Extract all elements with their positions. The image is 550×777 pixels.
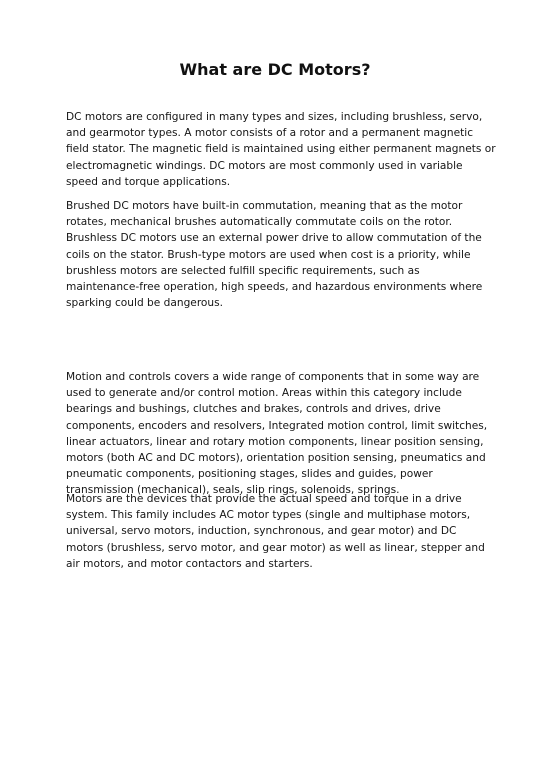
- paragraph-motion-and-controls: Motion and controls covers a wide range of components that in some way are used to generate and/or control motion. Areas within this category include bearings and bushings, clutches and brakes, controls and drives, drive components, encoders and resolvers, Integrated motion control, limit switches, linear actuators, linear and rotary motion components, linear position sensing, motors (both AC and DC motors), orientation position sensing, pneumatics and pneumatic components, positioning stages, slides and guides, power transmission (mechanical), seals, slip rings, solenoids, springs.: [66, 371, 488, 497]
- paragraph-dc-motors-overview: DC motors are configured in many types and sizes, including brushless, servo, and gearmotor types. A motor consists of a rotor and a permanent magnetic field stator. The magnetic field is maintained using either permanent magnets or electromagnetic windings. DC motors are most commonly used in variable speed and torque applications.: [66, 111, 496, 188]
- page-title: What are DC Motors?: [179, 60, 371, 79]
- paragraph-motor-types: Motors are the devices that provide the actual speed and torque in a drive system. This family includes AC motor types (single and multiphase motors, universal, servo motors, induction, synchronous, and gear motor) and DC motors (brushless, servo motor, and gear motor) as well as linear, stepper and air motors, and motor contactors and starters.: [66, 493, 485, 570]
- paragraph-brushed-vs-brushless: Brushed DC motors have built-in commutation, meaning that as the motor rotates, mechanical brushes automatically commutate coils on the rotor. Brushless DC motors use an external power drive to allow commutation of the coils on the stator. Brush-type motors are used when cost is a priority, while brushless motors are selected fulfill specific requirements, such as maintenance-free operation, high speeds, and hazardous environments where sparking could be dangerous.: [66, 200, 483, 310]
